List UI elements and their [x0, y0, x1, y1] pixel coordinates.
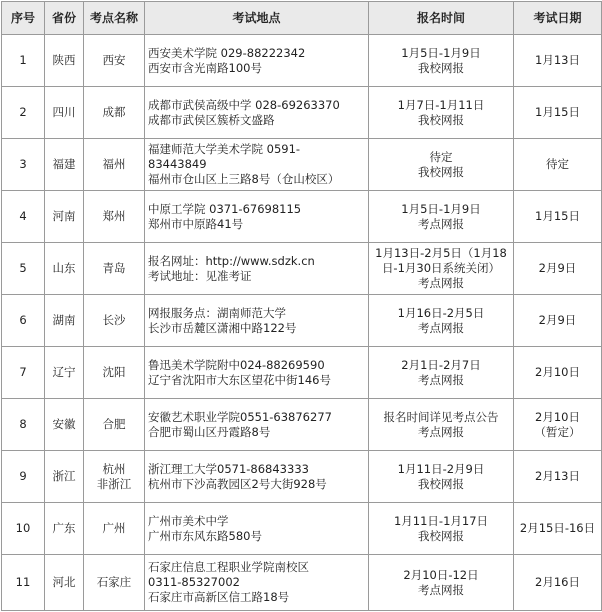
province-cell: 浙江	[45, 451, 84, 503]
location-line: 广州市东风东路580号	[148, 528, 262, 543]
registration-time-line: 报名时间详见考点公告	[383, 409, 499, 424]
exam-date-cell	[514, 295, 602, 347]
exam-date-line: 1月15日	[535, 209, 580, 223]
location-line: 0311-85327002	[148, 575, 240, 589]
registration-time-line: 1月7日-1月11日	[397, 97, 485, 112]
registration-time-line: 我校网报	[418, 60, 464, 75]
site-cell	[84, 451, 145, 503]
location-line: 西安美术学院 029-88222342	[148, 45, 306, 60]
site-cell	[84, 347, 145, 399]
registration-time-cell	[369, 555, 514, 611]
location-line: 合肥市蜀山区丹霞路8号	[148, 424, 271, 439]
site-cell	[84, 295, 145, 347]
location-line: 杭州市下沙高教园区2号大街928号	[148, 476, 327, 491]
site-line: 福州	[102, 157, 126, 171]
location-cell	[145, 451, 369, 503]
site-line: 青岛	[102, 261, 126, 275]
location-line: 福州市仓山区上三路8号（仓山校区）	[148, 172, 340, 186]
header-province: 省份	[45, 2, 84, 35]
header-row	[2, 2, 602, 35]
registration-time-cell	[369, 399, 514, 451]
registration-time-line: 我校网报	[418, 528, 464, 543]
table-row	[2, 139, 602, 191]
location-line: 鲁迅美术学院附中024-88269590	[148, 357, 325, 372]
location-line: 安徽艺术职业学院0551-63876277	[148, 409, 332, 424]
site-line: 成都	[102, 105, 126, 119]
row-number-cell: 2	[2, 87, 45, 139]
registration-time-line: 考点网报	[418, 276, 464, 290]
location-line: 郑州市中原路41号	[148, 216, 244, 231]
location-cell	[145, 555, 369, 611]
table-row	[2, 243, 602, 295]
registration-time-cell	[369, 451, 514, 503]
row-number-cell: 7	[2, 347, 45, 399]
registration-time-cell	[369, 347, 514, 399]
registration-time-cell	[369, 35, 514, 87]
exam-date-cell	[514, 503, 602, 555]
header-exam-date: 考试日期	[514, 2, 602, 35]
exam-date-line: 1月13日	[535, 53, 580, 67]
exam-date-cell	[514, 191, 602, 243]
row-number-cell: 1	[2, 35, 45, 87]
registration-time-cell	[369, 87, 514, 139]
province-cell: 湖南	[45, 295, 84, 347]
exam-date-line: 2月15日-16日	[519, 521, 596, 535]
table-row	[2, 451, 602, 503]
registration-time-line: 日-1月30日系统关闭）	[381, 261, 501, 275]
registration-time-line: 1月11日-1月17日	[393, 513, 489, 528]
location-line: 中原工学院 0371-67698115	[148, 201, 302, 216]
site-line: 非浙江	[96, 476, 132, 491]
province-cell: 福建	[45, 139, 84, 191]
site-cell	[84, 555, 145, 611]
province-cell: 河南	[45, 191, 84, 243]
location-line: 浙江理工大学0571-86843333	[148, 461, 309, 476]
exam-date-cell	[514, 243, 602, 295]
site-cell	[84, 191, 145, 243]
row-number-cell: 9	[2, 451, 45, 503]
province-cell: 辽宁	[45, 347, 84, 399]
site-cell	[84, 503, 145, 555]
registration-time-line: 待定	[429, 149, 453, 164]
location-line: 石家庄信息工程职业学院南校区	[148, 560, 309, 574]
location-line: 83443849	[148, 157, 207, 171]
registration-time-line: 1月13日-2月5日（1月18	[375, 246, 507, 260]
header-location: 考试地点	[145, 2, 369, 35]
registration-time-line: 考点网报	[418, 372, 464, 387]
header-no: 序号	[2, 2, 45, 35]
site-cell	[84, 35, 145, 87]
province-cell: 河北	[45, 555, 84, 611]
registration-time-line: 考点网报	[418, 424, 464, 439]
exam-date-cell	[514, 451, 602, 503]
table-row	[2, 295, 602, 347]
exam-date-line: 2月13日	[535, 469, 580, 483]
site-cell	[84, 139, 145, 191]
location-line: 成都市武侯区簇桥文盛路	[148, 112, 275, 127]
registration-time-cell	[369, 503, 514, 555]
site-line: 合肥	[102, 417, 126, 431]
location-cell	[145, 243, 369, 295]
table-row	[2, 87, 602, 139]
province-cell: 四川	[45, 87, 84, 139]
location-cell	[145, 139, 369, 191]
registration-time-line: 我校网报	[418, 476, 464, 491]
site-cell	[84, 87, 145, 139]
exam-date-line: 待定	[546, 157, 569, 171]
registration-time-line: 1月5日-1月9日	[401, 201, 481, 216]
registration-time-cell	[369, 295, 514, 347]
registration-time-line: 考点网报	[418, 320, 464, 335]
table-body	[2, 35, 602, 611]
exam-date-line: 2月9日	[538, 313, 577, 327]
location-cell	[145, 35, 369, 87]
exam-date-line: 2月16日	[535, 575, 580, 589]
location-cell	[145, 503, 369, 555]
registration-time-line: 我校网报	[418, 112, 464, 127]
row-number-cell: 3	[2, 139, 45, 191]
registration-time-line: 1月16日-2月5日	[397, 305, 485, 320]
exam-date-line: （暂定）	[534, 424, 581, 439]
site-line: 杭州	[102, 461, 126, 476]
exam-date-cell	[514, 347, 602, 399]
exam-date-cell	[514, 555, 602, 611]
row-number-cell: 4	[2, 191, 45, 243]
location-line: 成都市武侯高级中学 028-69263370	[148, 97, 340, 112]
registration-time-line: 2月10日-12日	[403, 567, 479, 582]
site-line: 广州	[102, 521, 126, 535]
location-line: 考试地址：见准考证	[148, 268, 252, 283]
location-cell	[145, 87, 369, 139]
table-row	[2, 191, 602, 243]
site-line: 沈阳	[102, 365, 126, 379]
location-line: 西安市含光南路100号	[148, 60, 262, 75]
province-cell: 陕西	[45, 35, 84, 87]
location-cell	[145, 191, 369, 243]
location-cell	[145, 295, 369, 347]
table-header	[2, 2, 602, 35]
province-cell: 山东	[45, 243, 84, 295]
table-row	[2, 555, 602, 611]
registration-time-cell	[369, 139, 514, 191]
exam-date-cell	[514, 139, 602, 191]
location-line: 广州市美术中学	[148, 513, 229, 528]
location-line: 福建师范大学美术学院 0591-	[148, 142, 301, 156]
row-number-cell: 10	[2, 503, 45, 555]
exam-date-line: 2月10日	[535, 365, 580, 379]
table-row	[2, 503, 602, 555]
registration-time-line: 我校网报	[418, 164, 464, 179]
location-cell	[145, 347, 369, 399]
exam-date-line: 1月15日	[535, 105, 580, 119]
location-cell	[145, 399, 369, 451]
site-line: 长沙	[102, 313, 126, 327]
registration-time-line: 考点网报	[418, 216, 464, 231]
site-line: 石家庄	[96, 575, 132, 589]
exam-date-cell	[514, 87, 602, 139]
row-number-cell: 8	[2, 399, 45, 451]
table-row	[2, 347, 602, 399]
location-line: 网报服务点：湖南师范大学	[148, 305, 286, 320]
exam-date-cell	[514, 399, 602, 451]
province-cell: 安徽	[45, 399, 84, 451]
site-cell	[84, 399, 145, 451]
site-line: 郑州	[102, 209, 126, 223]
registration-time-line: 1月5日-1月9日	[401, 45, 481, 60]
registration-time-line: 2月1日-2月7日	[401, 357, 481, 372]
header-registration-time: 报名时间	[369, 2, 514, 35]
header-site: 考点名称	[84, 2, 145, 35]
location-line: 长沙市岳麓区潇湘中路122号	[148, 320, 297, 335]
province-cell: 广东	[45, 503, 84, 555]
registration-time-cell	[369, 191, 514, 243]
registration-time-cell	[369, 243, 514, 295]
location-line: 报名网址：http://www.sdzk.cn	[148, 253, 315, 268]
row-number-cell: 5	[2, 243, 45, 295]
exam-schedule-table	[1, 1, 602, 611]
row-number-cell: 11	[2, 555, 45, 611]
row-number-cell: 6	[2, 295, 45, 347]
registration-time-line: 1月11日-2月9日	[397, 461, 485, 476]
registration-time-line: 考点网报	[418, 582, 464, 597]
exam-date-line: 2月10日	[535, 409, 580, 424]
table-row	[2, 399, 602, 451]
location-line: 辽宁省沈阳市大东区望花中街146号	[148, 372, 331, 387]
exam-date-cell	[514, 35, 602, 87]
exam-date-line: 2月9日	[538, 261, 577, 275]
site-line: 西安	[102, 53, 126, 67]
location-line: 石家庄市高新区信工路18号	[148, 590, 290, 604]
table-row	[2, 35, 602, 87]
site-cell	[84, 243, 145, 295]
